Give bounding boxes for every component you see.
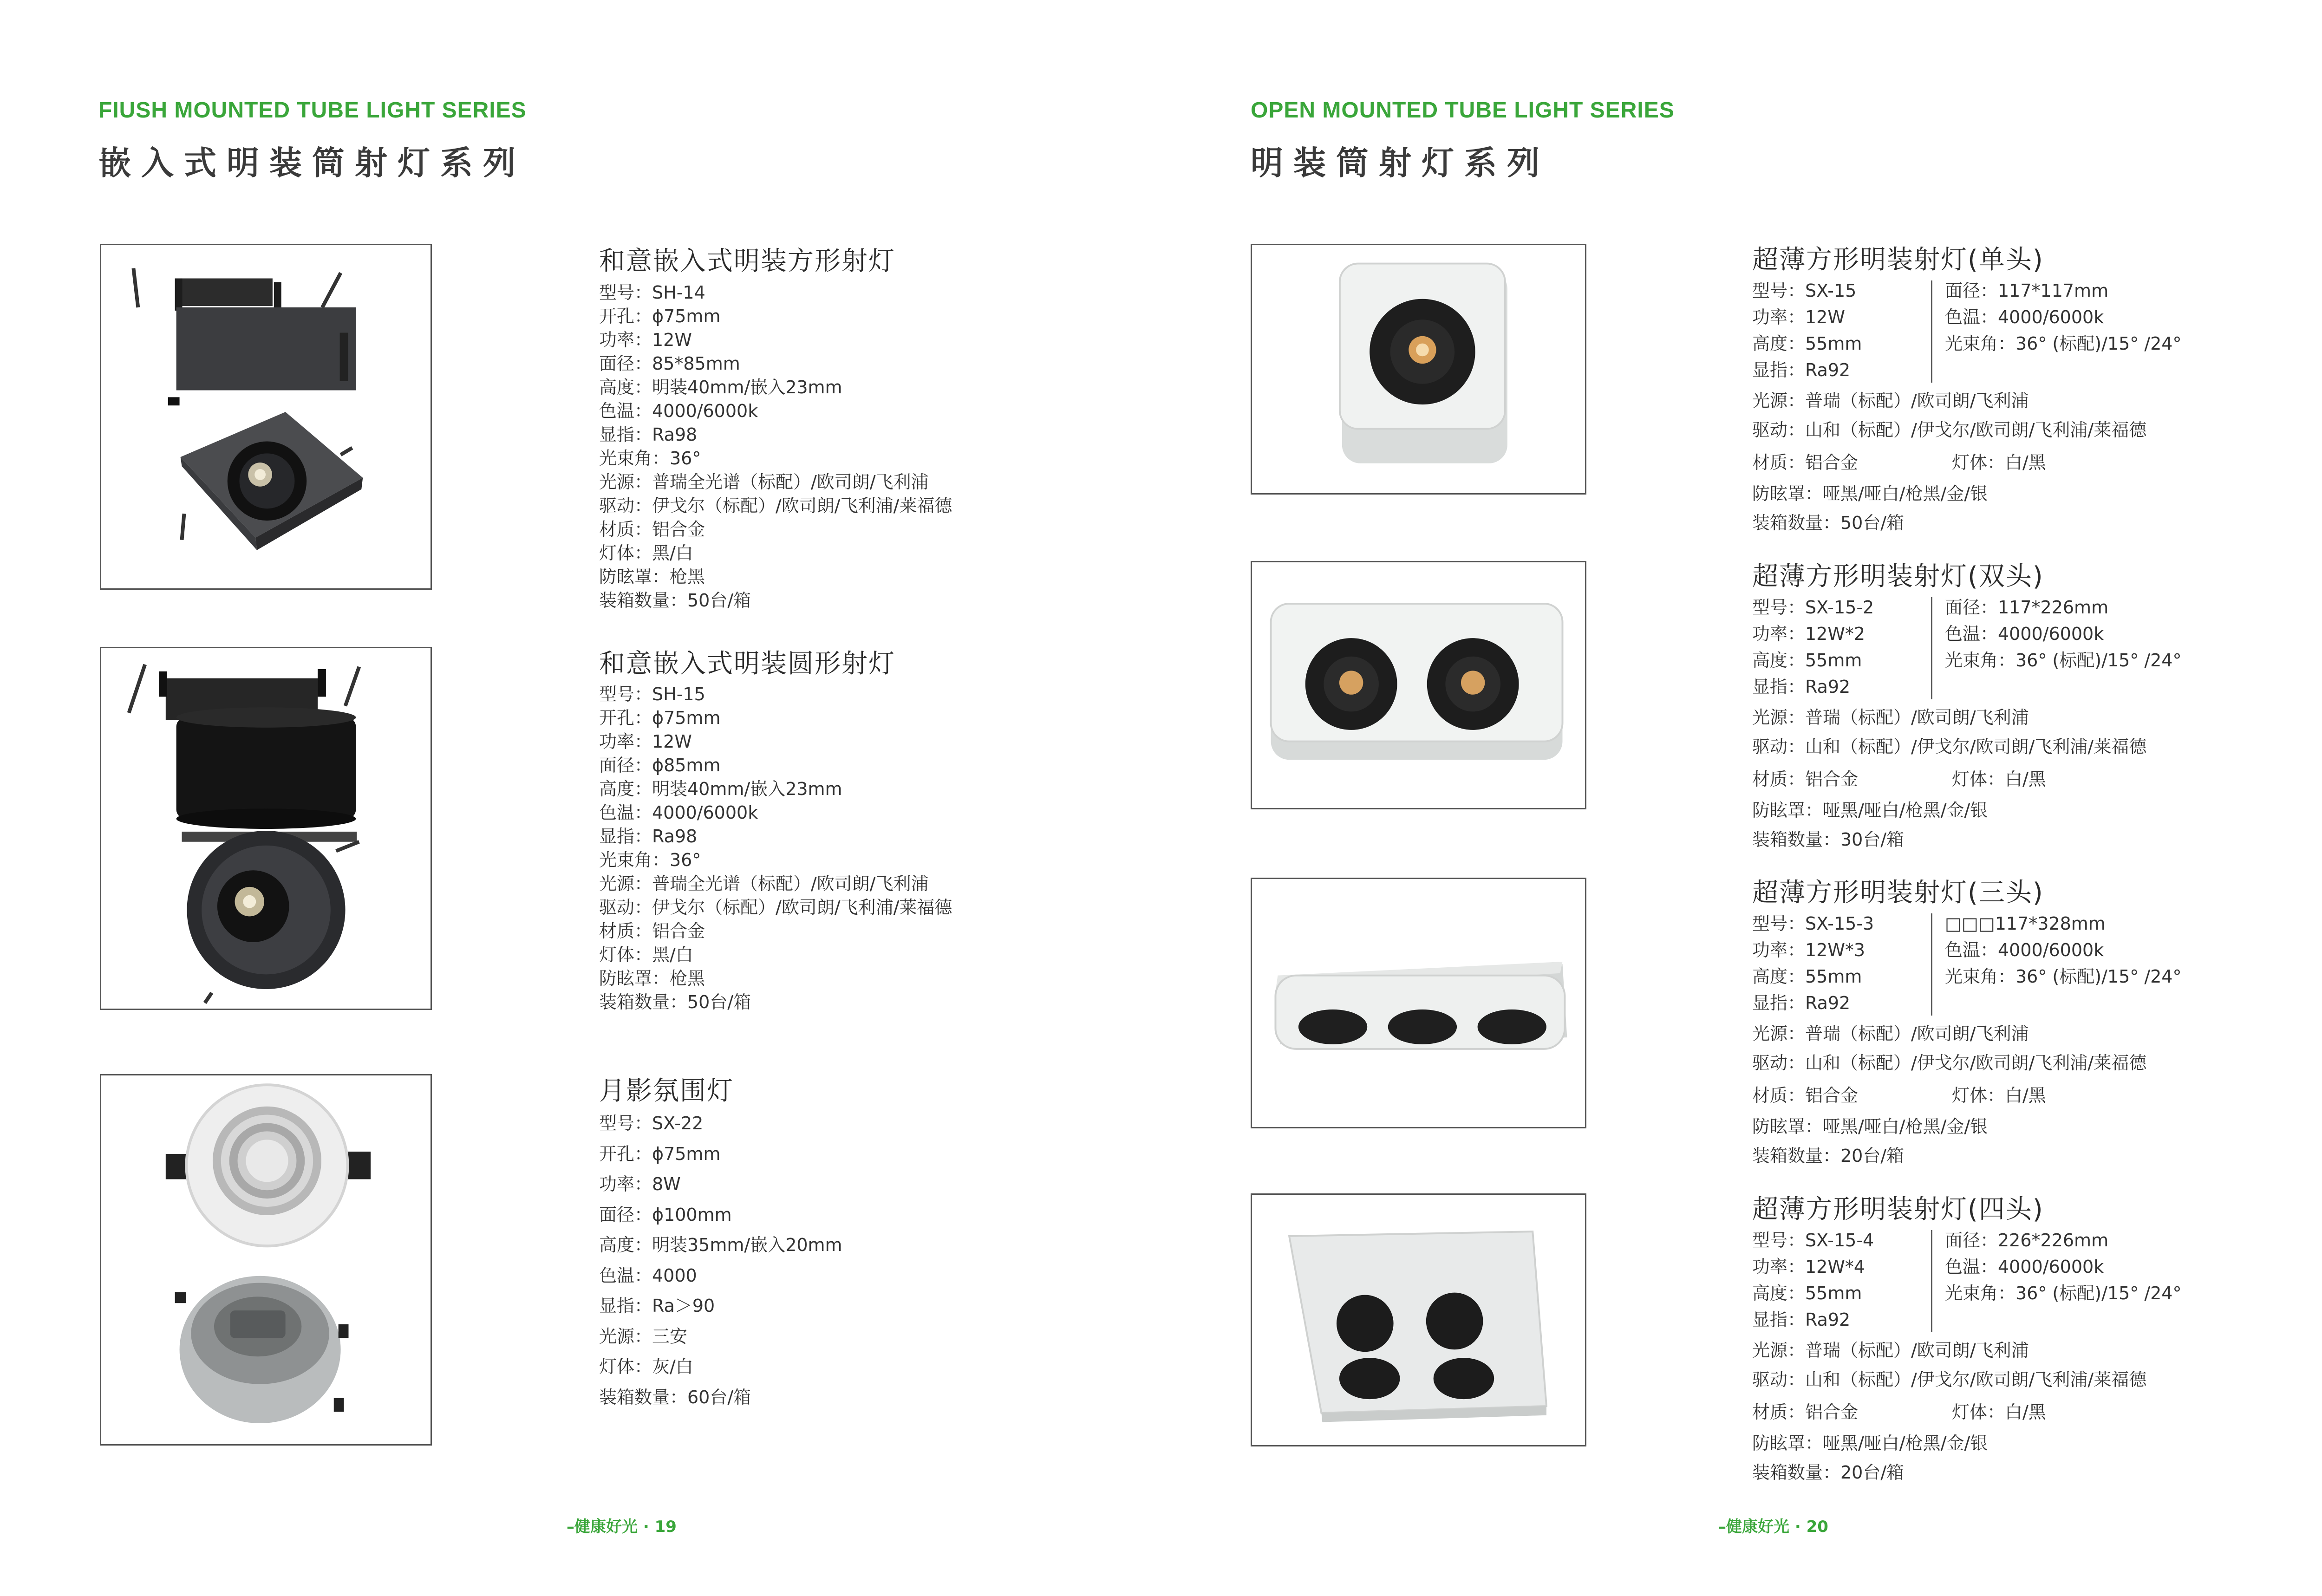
spec-model: 型号：SH-15 [599,684,705,704]
spec-height: 高度：55mm [1752,1283,1862,1303]
spec-body: 灯体：白/黑 [1952,769,2046,789]
product-title-sx15-3: 超薄方形明装射灯(三头) [1752,878,2044,908]
spec-body: 灯体：白/黑 [1952,1402,2046,1422]
round-light-image [101,648,430,1009]
right-page [1168,0,2322,1596]
spec-glare-shield: 防眩罩：枪黑 [599,567,705,587]
spec-color-temp: 色温：4000 [599,1265,697,1286]
product-title-sx15: 超薄方形明装射灯(单头) [1752,245,2044,275]
spec-color-temp: 色温：4000/6000k [1945,624,2104,644]
series-title-en: OPEN MOUNTED TUBE LIGHT SERIES [1251,98,1675,123]
spec-power: 功率：12W [1752,307,1845,327]
spec-cri: 显指：Ra98 [599,424,698,445]
series-title-cn: 明装筒射灯系列 [1251,144,1550,182]
spec-beam-angle: 光束角：36° (标配)/15° /24° [1945,333,2182,354]
spec-driver: 驱动：山和（标配）/伊戈尔/欧司朗/飞利浦/莱福德 [1752,420,2147,440]
spec-glare-shield: 防眩罩：哑黑/哑白/枪黑/金/银 [1752,800,1988,821]
spec-driver: 驱动：山和（标配）/伊戈尔/欧司朗/飞利浦/莱福德 [1752,1053,2147,1073]
spec-packing: 装箱数量：50台/箱 [599,590,751,611]
spec-driver: 驱动：伊戈尔（标配）/欧司朗/飞利浦/莱福德 [599,897,952,918]
spec-height: 高度：明装40mm/嵌入23mm [599,377,842,397]
spec-model: 型号：SX-15 [1752,280,1857,301]
product-photo-sx15-2 [1251,561,1586,809]
product-title-sh15: 和意嵌入式明装圆形射灯 [599,649,895,679]
spec-block-sx15-3 [1752,911,2217,1166]
spec-face-size: 面径：ϕ100mm [599,1204,732,1225]
product-title-sh14: 和意嵌入式明装方形射灯 [599,246,895,276]
product-photo-sx22 [100,1074,432,1446]
spec-packing: 装箱数量：30台/箱 [1752,829,1905,850]
ambient-light-image [101,1075,430,1444]
product-title-sx15-2: 超薄方形明装射灯(双头) [1752,561,2044,592]
spec-driver: 驱动：伊戈尔（标配）/欧司朗/飞利浦/莱福德 [599,495,952,516]
spec-packing: 装箱数量：50台/箱 [1752,513,1905,533]
spec-block-sx15-4 [1752,1227,2217,1483]
spec-face-size: □□□117*328mm [1945,913,2106,934]
spec-light-source: 光源：普瑞全光谱（标配）/欧司朗/飞利浦 [599,873,929,894]
spec-light-source: 光源：普瑞（标配）/欧司朗/飞利浦 [1752,391,2029,411]
spec-beam-angle: 光束角：36° (标配)/15° /24° [1945,966,2182,987]
spec-face-size: 面径：85*85mm [599,353,740,374]
page-folio-20: –健康好光 · 20 [1718,1518,1828,1536]
spec-cri: 显指：Ra92 [1752,360,1851,380]
spec-block-sx15-2 [1752,594,2217,850]
spec-material: 材质：铝合金 [1752,452,1859,473]
spec-height: 高度：明装35mm/嵌入20mm [599,1235,842,1255]
spec-model: 型号：SX-15-2 [1752,597,1874,618]
triple-head-light-image [1252,879,1585,1127]
spec-power: 功率：8W [599,1174,681,1194]
spec-divider [1931,913,1932,1016]
product-photo-sh15 [100,647,432,1010]
spec-glare-shield: 防眩罩：哑黑/哑白/枪黑/金/银 [1752,483,1988,504]
spec-height: 高度：55mm [1752,650,1862,671]
square-light-image [101,245,430,588]
spec-body: 灯体：黑/白 [599,945,693,965]
spec-power: 功率：12W*4 [1752,1257,1865,1277]
spec-power: 功率：12W*2 [1752,624,1865,644]
spec-color-temp: 色温：4000/6000k [599,802,758,823]
spec-list-sx22 [599,1108,842,1413]
spec-power: 功率：12W [599,731,692,752]
spec-driver: 驱动：山和（标配）/伊戈尔/欧司朗/飞利浦/莱福德 [1752,736,2147,757]
quad-head-light-image [1252,1195,1585,1445]
spec-glare-shield: 防眩罩：哑黑/哑白/枪黑/金/银 [1752,1116,1988,1137]
spec-packing: 装箱数量：20台/箱 [1752,1146,1905,1166]
spec-list-sh15 [599,683,952,1014]
spec-power: 功率：12W [599,330,692,350]
spec-packing: 装箱数量：20台/箱 [1752,1462,1905,1483]
spec-material: 材质：铝合金 [599,519,705,540]
spec-light-source: 光源：普瑞（标配）/欧司朗/飞利浦 [1752,1340,2029,1361]
spec-material: 材质：铝合金 [1752,1085,1859,1106]
series-title-cn: 嵌入式明装筒射灯系列 [98,144,526,182]
spec-divider [1931,597,1932,699]
product-title-sx22: 月影氛围灯 [599,1076,734,1106]
spec-body: 灯体：灰/白 [599,1356,693,1377]
spec-height: 高度：55mm [1752,333,1862,354]
spec-cutout: 开孔：ϕ75mm [599,1143,721,1164]
page-folio-19: –健康好光 · 19 [567,1518,677,1536]
spec-divider [1931,1230,1932,1332]
spec-driver: 驱动：山和（标配）/伊戈尔/欧司朗/飞利浦/莱福德 [1752,1369,2147,1390]
single-head-light-image [1252,245,1585,493]
spec-color-temp: 色温：4000/6000k [1945,1257,2104,1277]
double-head-light-image [1252,562,1585,808]
spec-light-source: 光源：普瑞全光谱（标配）/欧司朗/飞利浦 [599,472,929,492]
series-title-en: FIUSH MOUNTED TUBE LIGHT SERIES [98,98,527,123]
spec-height: 高度：明装40mm/嵌入23mm [599,779,842,799]
spec-beam-angle: 光束角：36° (标配)/15° /24° [1945,650,2182,671]
spec-packing: 装箱数量：60台/箱 [599,1387,751,1407]
spec-power: 功率：12W*3 [1752,940,1865,960]
product-photo-sx15 [1251,244,1586,495]
spec-cri: 显指：Ra92 [1752,1309,1851,1330]
spec-color-temp: 色温：4000/6000k [1945,307,2104,327]
spec-face-size: 面径：226*226mm [1945,1230,2109,1251]
spec-cutout: 开孔：ϕ75mm [599,306,721,326]
spec-block-sx15 [1752,278,2217,533]
product-photo-sx15-3 [1251,878,1586,1128]
spec-face-size: 面径：ϕ85mm [599,755,721,775]
spec-glare-shield: 防眩罩：枪黑 [599,968,705,989]
spec-height: 高度：55mm [1752,966,1862,987]
product-photo-sx15-4 [1251,1193,1586,1446]
spec-face-size: 面径：117*117mm [1945,280,2109,301]
spec-color-temp: 色温：4000/6000k [1945,940,2104,960]
spec-glare-shield: 防眩罩：哑黑/哑白/枪黑/金/银 [1752,1433,1988,1453]
spec-color-temp: 色温：4000/6000k [599,401,758,421]
spec-light-source: 光源：普瑞（标配）/欧司朗/飞利浦 [1752,1023,2029,1044]
spec-packing: 装箱数量：50台/箱 [599,992,751,1012]
spec-cri: 显指：Ra98 [599,826,698,847]
spec-model: 型号：SH-14 [599,282,705,303]
spec-model: 型号：SX-22 [599,1113,704,1133]
spec-beam-angle: 光束角：36° (标配)/15° /24° [1945,1283,2182,1303]
spec-light-source: 光源：三安 [599,1326,688,1347]
product-title-sx15-4: 超薄方形明装射灯(四头) [1752,1194,2044,1225]
spec-cri: 显指：Ra＞90 [599,1296,715,1316]
spec-material: 材质：铝合金 [599,921,705,941]
product-photo-sh14 [100,244,432,590]
spec-body: 灯体：黑/白 [599,543,693,563]
spec-model: 型号：SX-15-4 [1752,1230,1874,1251]
spec-cutout: 开孔：ϕ75mm [599,708,721,728]
spec-beam-angle: 光束角：36° [599,448,701,469]
spec-beam-angle: 光束角：36° [599,850,701,870]
spec-cri: 显指：Ra92 [1752,677,1851,697]
spec-light-source: 光源：普瑞（标配）/欧司朗/飞利浦 [1752,707,2029,728]
spec-cri: 显指：Ra92 [1752,993,1851,1013]
spec-list-sh14 [599,281,952,612]
spec-material: 材质：铝合金 [1752,769,1859,789]
spec-face-size: 面径：117*226mm [1945,597,2109,618]
spec-model: 型号：SX-15-3 [1752,913,1874,934]
spec-body: 灯体：白/黑 [1952,452,2046,473]
spec-body: 灯体：白/黑 [1952,1085,2046,1106]
spec-divider [1931,280,1932,383]
spec-material: 材质：铝合金 [1752,1402,1859,1422]
